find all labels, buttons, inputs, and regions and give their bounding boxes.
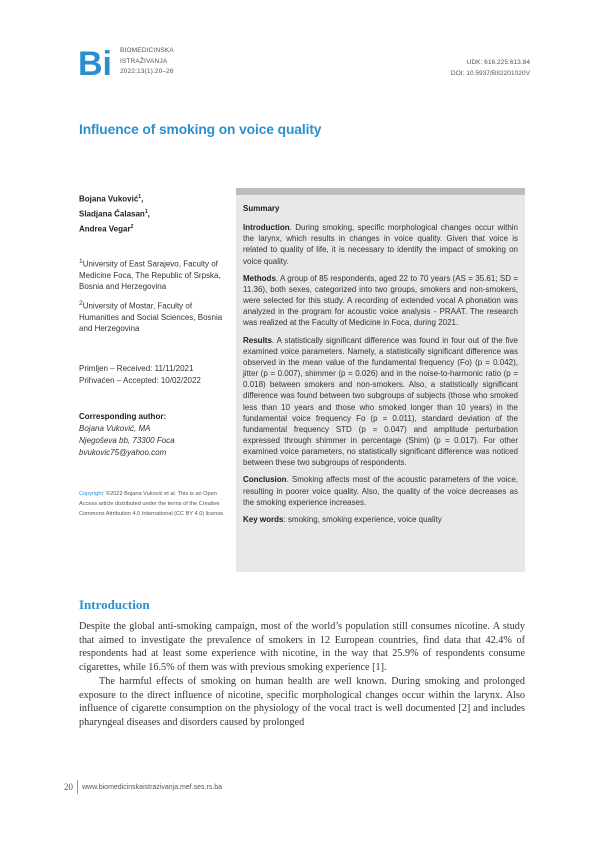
doi[interactable]: DOI: 10.5937/BII2201020V bbox=[450, 69, 530, 77]
copyright-text: ©2022 Bojana Vuković et al. This is an Open Access article distributed under the terms of the Creative Commons Attribution 4.0 International (CC BY 4.0) license. bbox=[79, 491, 225, 518]
affiliation-1: $^1$University of East Sarajevo, Faculty of Medicine Foca, The Republic of Srpska, Bosnia and Herzegovina bbox=[79, 258, 221, 292]
body-paragraph: Despite the global anti-smoking campaign, most of the world’s population still consumes nicotine. A study that aimed to investigate the prevalence of smokers in 12 European countries, find data that 42.4% of respondents had at least some experience with nicotine, in the way that 25.9% of respondents consume cigarettes, while 16.5% of them was with previous smoking experience [1]. bbox=[79, 621, 525, 674]
journal-name-line1: BIOMEDICINSKA bbox=[120, 47, 174, 54]
udk-code: UDK: 616.225:613.84 bbox=[466, 59, 530, 66]
summary-conclusion: Conclusion. Smoking affects most of the acoustic parameters of the voice, resulting in poorer voice quality. Also, the quality of the voice decreases as the smoking experience increases. bbox=[243, 475, 518, 507]
page-footer bbox=[64, 780, 222, 794]
copyright-label: Copyright: bbox=[79, 491, 105, 497]
summary-box bbox=[236, 188, 525, 572]
corresponding-address: Njegoševa bb, 73300 Foca bbox=[79, 436, 175, 445]
summary-methods: Methods. A group of 85 respondents, aged 22 to 70 years (AS = 35.61; SD = 11.36), both sexes, categorized into two groups, smokers and non-smokers, were selected for this study. A recording of extended vocal A phonation was analyzed in the program for acoustic voice analysis - PRAAT. The research was realized at the Faculty of Medicine in Foca, during 2021. bbox=[243, 273, 518, 328]
journal-citation: 2022;13(1):20–26 bbox=[120, 68, 174, 75]
footer-url[interactable]: www.biomedicinskaistrazivanja.mef.ses.rs.ba bbox=[82, 783, 223, 791]
author: Andrea Vegar$^2$ bbox=[79, 224, 134, 234]
author: Sladjana Ćalasan$^1$, bbox=[79, 209, 150, 219]
journal-name-line2: ISTRAŽIVANJA bbox=[120, 57, 168, 65]
corresponding-email[interactable]: bvukovic75@yahoo.com bbox=[79, 448, 167, 457]
introduction-body bbox=[79, 620, 525, 730]
journal-name bbox=[120, 46, 174, 78]
article-identifiers bbox=[451, 58, 530, 79]
summary-introduction: Introduction. During smoking, specific morphological changes occur within the larynx, which results in changes in voice quality. Given that voice is related to quality of life, it is necessary to identify the impact of smoking on voice quality. bbox=[243, 223, 518, 266]
summary-heading: Summary bbox=[243, 204, 280, 213]
body-paragraph: The harmful effects of smoking on human health are well known. During smoking and prolonged exposure to the direct influence of nicotine, specific morphological changes occur within the larynx. Also influence of cigarette consumption on the physiology of the vocal tract is well documented [2] and includes pharyngeal diseases and disorders caused by prolonged bbox=[79, 675, 525, 728]
summary-results: Results. A statistically significant difference was found in four out of the five examined voice parameters. Namely, a statistically significant difference was observed in the mean value of the fundamental frequency (Fo) (p = 0.042), jitter (p = 0.007), shimmer (p = 0.026) and in the noise-to-harmonic ratio (p = 0.018) between smokers and non-smokers. Also, a statistically significant difference was found between two subgroups of subjects (those who smoked less than 10 years and those who smoked longer than 10 years) in the fundamental voice frequency Fo (p = 0.011), standard deviation of the fundamental frequency STD (p = 0.047) and amplitude perturbation expressed through shimmer in percentage (Shim) (p = 0.017). For other examined voice parameters, no statistically significant difference was noticed between these two subgroups of respondents. bbox=[243, 335, 518, 468]
journal-logo bbox=[78, 45, 114, 79]
corresponding-name: Bojana Vuković, MA bbox=[79, 424, 151, 433]
accepted-date: Prihvaćen – Accepted: 10/02/2022 bbox=[79, 376, 201, 385]
affiliation-2: $^2$University of Mostar, Faculty of Humanities and Social Sciences, Bosnia and Herzegovina bbox=[79, 300, 223, 334]
received-date: Primljen – Received: 11/11/2021 bbox=[79, 364, 194, 373]
corresponding-author bbox=[79, 411, 175, 459]
article-dates bbox=[79, 363, 201, 387]
page-number: 20 bbox=[64, 780, 78, 794]
journal-logo-icon bbox=[78, 45, 114, 79]
summary-content bbox=[243, 203, 518, 531]
author-list bbox=[79, 191, 150, 236]
logo-letters: Bi bbox=[78, 45, 112, 79]
author: Bojana Vuković$^1$, bbox=[79, 194, 144, 204]
introduction-heading: Introduction bbox=[79, 597, 150, 612]
corresponding-heading: Corresponding author: bbox=[79, 412, 167, 421]
summary-keywords: Key words: smoking, smoking experience, voice quality bbox=[243, 514, 442, 524]
article-title: Influence of smoking on voice quality bbox=[79, 122, 322, 137]
copyright-notice bbox=[79, 489, 227, 520]
